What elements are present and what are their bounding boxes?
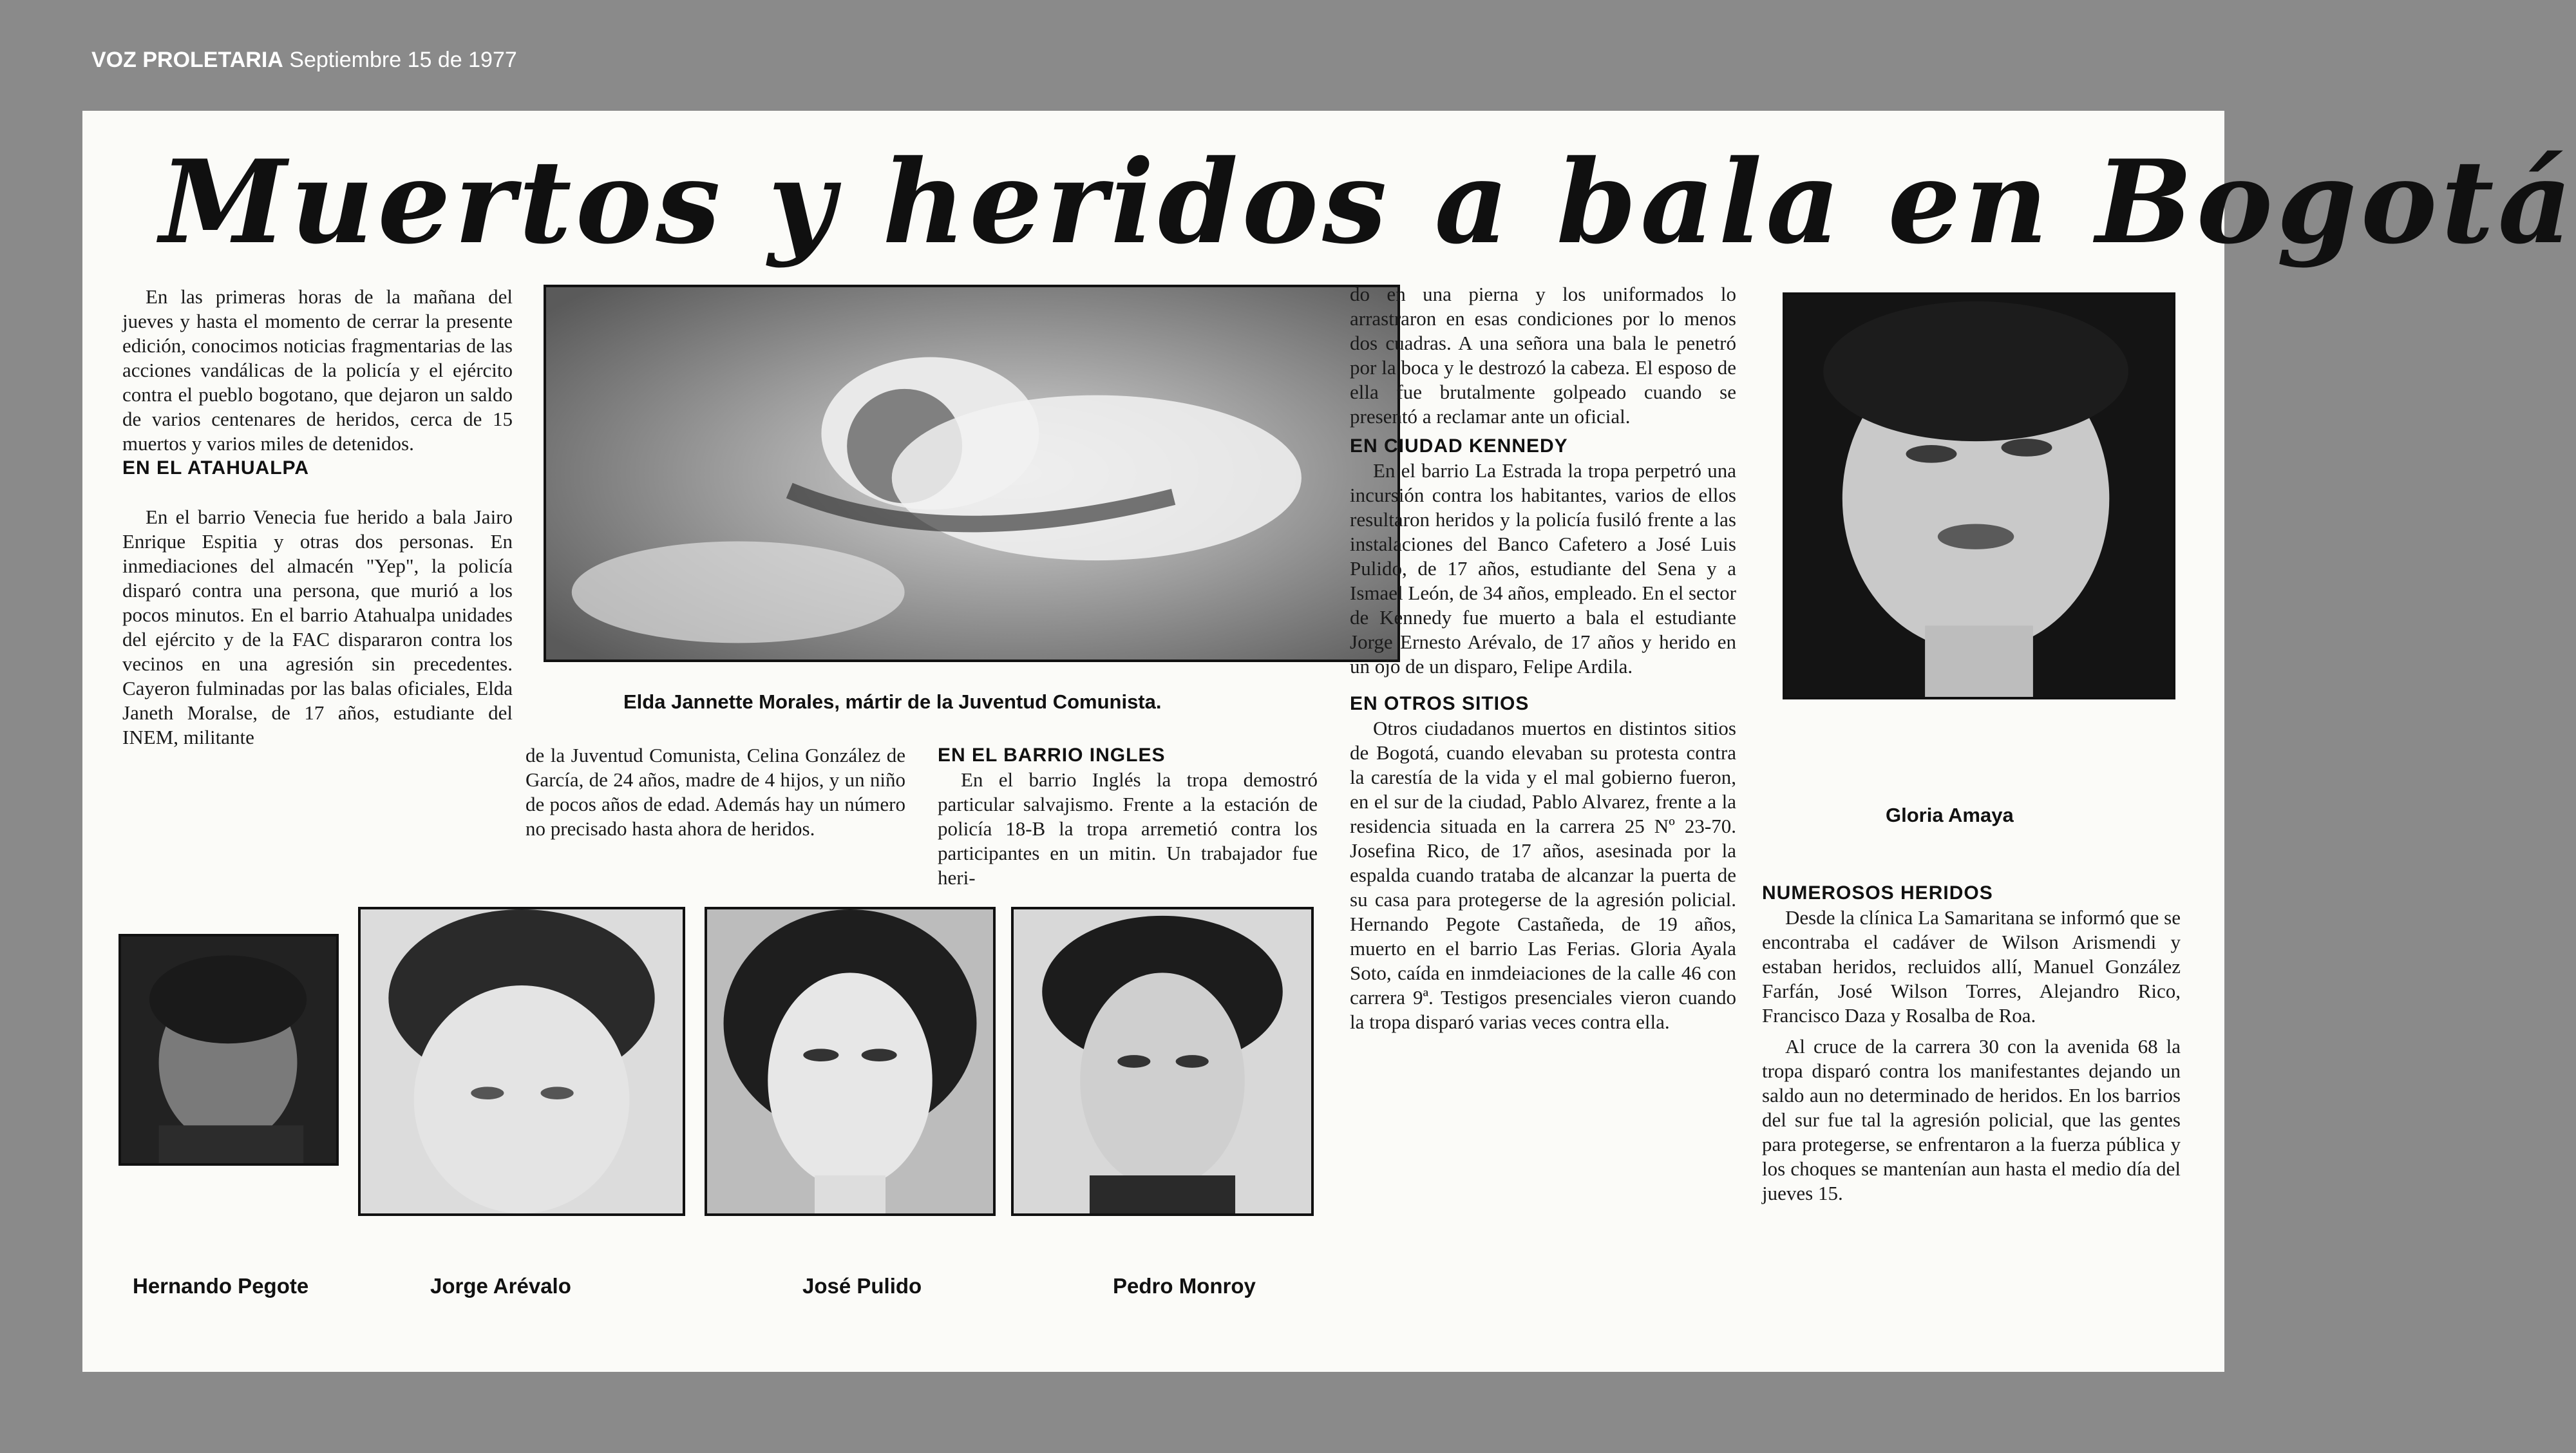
column-2-paragraph: de la Juventud Comunista, Celina González de García, de 24 años, madre de 4 hijos, y un niño de pocos años de edad. Además hay un número no precisado hasta ahora de heridos. <box>526 744 905 840</box>
jose-pulido-photo <box>705 907 996 1216</box>
hernando-pegote-photo <box>118 934 339 1166</box>
gloria-amaya-caption: Gloria Amaya <box>1886 804 2014 826</box>
section-heading-atahualpa: EN EL ATAHUALPA <box>122 457 309 479</box>
portrait-image <box>1014 909 1311 1213</box>
numerosos-heridos-paragraph-1: Desde la clínica La Samaritana se informó que se encontraba el cadáver de Wilson Arismendi y estaban heridos, recluidos allí, Manuel González Farfán, José Wilson Torres, Alejandro Rico, Francisco Daza y Rosalba de Roa. <box>1762 906 2181 1027</box>
column-4 <box>1350 282 1736 1441</box>
main-photo-caption: Elda Jannette Morales, mártir de la Juventud Comunista. <box>623 690 1162 713</box>
pedro-monroy-photo <box>1011 907 1314 1216</box>
newspaper-clipping <box>82 111 2576 1372</box>
gloria-amaya-photo <box>1783 292 2175 699</box>
section-heading-kennedy: EN CIUDAD KENNEDY <box>1350 435 1568 457</box>
section-heading-ingles: EN EL BARRIO INGLES <box>938 745 1166 766</box>
portrait-image <box>121 936 336 1163</box>
column-5 <box>1762 881 2181 1358</box>
jorge-arevalo-caption: Jorge Arévalo <box>430 1274 571 1298</box>
numerosos-heridos-paragraph-2: Al cruce de la carrera 30 con la avenida 68 la tropa disparó contra los manifestantes dejando un saldo aun no determinado de heridos. En los barrios del sur fue tal la agresión policial, que las gentes para protegerse, se enfrentaron a la fuerza pública y los choques se mantenían aun hasta el medio día del jueves 15. <box>1762 1035 2181 1204</box>
main-photo-image <box>546 287 1397 660</box>
column-3 <box>938 743 1318 911</box>
ingles-paragraph: En el barrio Inglés la tropa demostró particular salvajismo. Frente a la estación de policía 18-B la tropa arremetió contra los participantes en un mitin. Un trabajador fue heri- <box>938 768 1318 889</box>
kennedy-paragraph: En el barrio La Estrada la tropa perpetró una incursión contra los habitantes, varios de ellos resultaron heridos y la policía fusiló frente a las instalaciones del Banco Cafetero a José Luis Pulido, de 17 años, estudiante del Sena y a Ismael León, de 34 años, empleado. En el sector de Kennedy fue muerto a bala el estudiante Jorge Ernesto Arévalo, de 17 años y herido en un ojo de un disparo, Felipe Ardila. <box>1350 459 1736 678</box>
source-line <box>91 48 517 73</box>
main-photo <box>544 285 1400 662</box>
column-4-paragraph: do en una pierna y los uniformados lo arrastraron en esas condiciones por lo menos dos cuadras. A una señora una bala le penetró por la boca y le destrozó la cabeza. El esposo de ella fue brutalmente golpeado cuando se presentó a reclamar ante un oficial. <box>1350 283 1736 428</box>
headline: Muertos y heridos a bala en Bogotá <box>160 135 2576 269</box>
portrait-image <box>1785 295 2173 697</box>
otros-sitios-paragraph: Otros ciudadanos muertos en distintos sitios de Bogotá, cuando elevaban su protesta contra la carestía de la vida y el mal gobierno fueron, en el sur de la ciudad, Pablo Alvarez, frente a la residencia situada en la carrera 25 Nº 23-70. Josefina Rico, de 17 años, asesinada por la espalda cuando trataba de alcanzar la puerta de su casa para protegerse de la agresión policial. Hernando Pegote Castañeda, de 19 años, muerto en el barrio Las Ferias. Gloria Ayala Soto, caída en inmdeiaciones de la calle 46 con carrera 9ª. Testigos presenciales vieron cuando la tropa disparó varias veces contra ella. <box>1350 717 1736 1033</box>
column-2 <box>526 743 905 911</box>
portrait-image <box>361 909 683 1213</box>
atahualpa-paragraph: En el barrio Venecia fue herido a bala Jairo Enrique Espitia y otras dos personas. En inmediaciones del almacén "Yep", la policía disparó contra una persona, que murió a los pocos minutos. En el barrio Atahualpa unidades del ejército y de la FAC dispararon contra los vecinos en una agresión sin precedentes. Cayeron fulminadas por las balas oficiales, Elda Janeth Moralse, de 17 años, estudiante del INEM, militante <box>122 506 513 748</box>
portrait-image <box>707 909 993 1213</box>
hernando-pegote-caption: Hernando Pegote <box>133 1274 309 1298</box>
publication-name: VOZ PROLETARIA <box>91 48 283 72</box>
section-heading-numerosos-heridos: NUMEROSOS HERIDOS <box>1762 882 1993 904</box>
intro-paragraph: En las primeras horas de la mañana del jueves y hasta el momento de cerrar la presente edición, conocimos noticias fragmentarias de las acciones vandálicas de la policía y el ejército contra el pueblo bogotano, que dejaron un saldo de varios centenares de heridos, cerca de 15 muertos y varios miles de detenidos. <box>122 285 513 455</box>
publication-date: Septiembre 15 de 1977 <box>289 48 517 72</box>
jose-pulido-caption: José Pulido <box>802 1274 922 1298</box>
section-heading-otros-sitios: EN OTROS SITIOS <box>1350 693 1530 714</box>
jorge-arevalo-photo <box>358 907 685 1216</box>
pedro-monroy-caption: Pedro Monroy <box>1113 1274 1256 1298</box>
column-1 <box>122 285 513 1006</box>
